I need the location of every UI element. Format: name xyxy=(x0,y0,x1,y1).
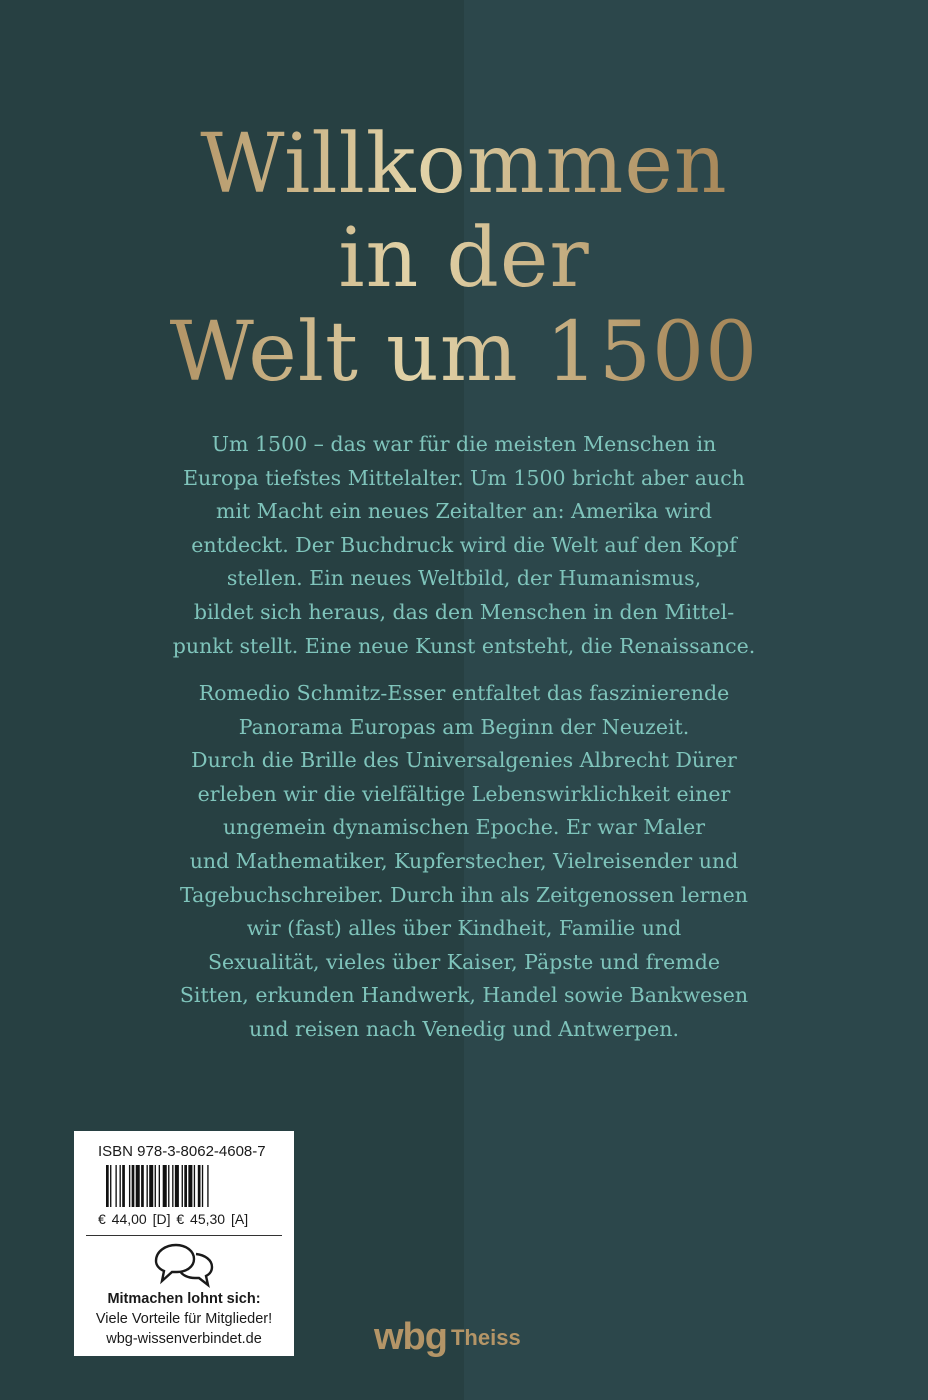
blurb-line: Sexualität, vieles über Kaiser, Päpste und fremde xyxy=(208,949,720,974)
member-benefits-text: Viele Vorteile für Mitglieder! xyxy=(95,1311,273,1327)
blurb-line: ungemein dynamischen Epoche. Er war Maler xyxy=(222,815,706,840)
blurb-line: Sitten, erkunden Handwerk, Handel sowie Bankwesen xyxy=(179,983,749,1008)
price-label: € 44,00 [D] € 45,30 [A] xyxy=(98,1211,249,1227)
barcode-box xyxy=(74,1131,294,1356)
logo-wbg: wbg xyxy=(374,1316,447,1358)
blurb-line: entdeckt. Der Buchdruck wird die Welt auf den Kopf xyxy=(191,532,737,557)
blurb-line: Durch die Brille des Universalgenies Albrecht Dürer xyxy=(191,748,737,773)
blurb-line: Tagebuchschreiber. Durch ihn als Zeitgenossen lernen xyxy=(180,882,748,907)
barcode-icon xyxy=(106,1165,266,1207)
blurb-line: erleben wir die vielfältige Lebenswirklichkeit einer xyxy=(197,781,731,806)
blurb-line: Europa tiefstes Mittelalter. Um 1500 bricht aber auch xyxy=(183,465,745,490)
blurb-line: punkt stellt. Eine neue Kunst entsteht, die Renaissance. xyxy=(172,633,756,658)
blurb-line: mit Macht ein neues Zeitalter an: Amerika wird xyxy=(216,499,712,524)
blurb-paragraph-1 xyxy=(140,428,788,663)
isbn-label: ISBN 978-3-8062-4608-7 xyxy=(98,1143,266,1160)
blurb-line: Um 1500 – das war für die meisten Menschen in xyxy=(211,432,717,456)
member-website-link[interactable]: wbg-wissenverbindet.de xyxy=(106,1331,262,1347)
headline-line-3: Welt um 1500 xyxy=(169,305,759,400)
blurb-line: und reisen nach Venedig und Antwerpen. xyxy=(249,1016,679,1041)
headline-line-1: Willkommen xyxy=(200,117,728,212)
headline-line-2: in der xyxy=(338,211,590,306)
blurb-line: wir (fast) alles über Kindheit, Familie und xyxy=(246,916,682,941)
blurb-line: und Mathematiker, Kupferstecher, Vielreisender und xyxy=(189,848,739,873)
blurb-line: bildet sich heraus, das den Menschen in den Mittel- xyxy=(193,599,735,624)
member-title: Mitmachen lohnt sich: xyxy=(107,1291,261,1307)
divider xyxy=(86,1235,282,1236)
blurb-paragraph-2 xyxy=(140,677,788,1047)
blurb-line: stellen. Ein neues Weltbild, der Humanismus, xyxy=(226,566,702,591)
blurb-line: Romedio Schmitz-Esser entfaltet das faszinierende xyxy=(198,681,730,705)
publisher-logo xyxy=(374,1316,521,1359)
logo-theiss: Theiss xyxy=(450,1325,521,1350)
blurb-line: Panorama Europas am Beginn der Neuzeit. xyxy=(238,714,690,739)
headline xyxy=(0,118,928,400)
chat-bubbles-icon xyxy=(150,1241,218,1289)
